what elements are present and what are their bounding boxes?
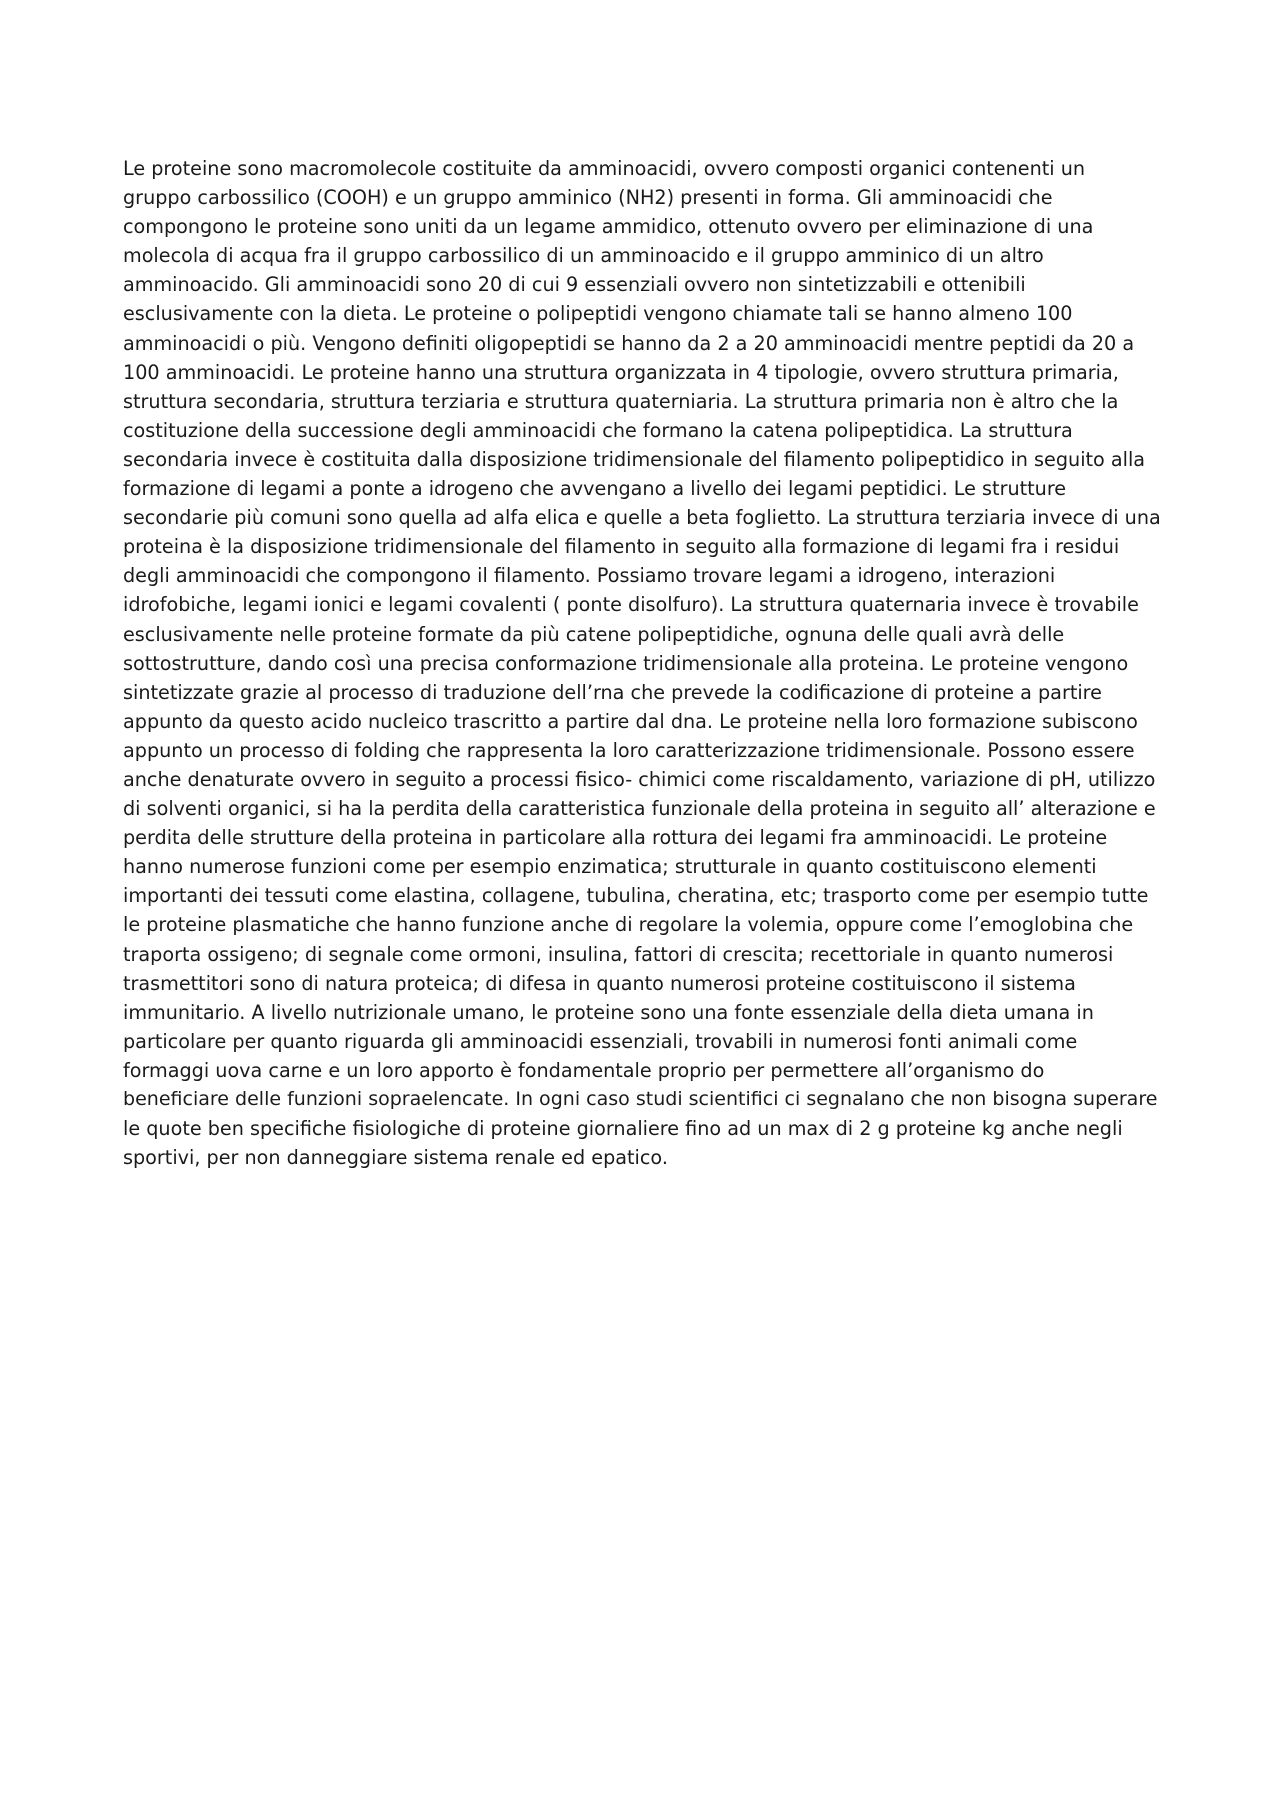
text-line: sintetizzate grazie al processo di traduzione dell’rna che prevede la codificazione di proteine a partire: [123, 680, 1102, 704]
text-line: trasmettitori sono di natura proteica; di difesa in quanto numerosi proteine costituiscono il sistema: [123, 971, 1076, 995]
text-line: traporta ossigeno; di segnale come ormoni, insulina, fattori di crescita; recettoriale in quanto numerosi: [123, 942, 1114, 966]
text-line: secondarie più comuni sono quella ad alfa elica e quelle a beta foglietto. La struttura terziaria invece di una: [123, 506, 1161, 530]
body-paragraph: [123, 154, 1163, 1172]
text-line: proteina è la disposizione tridimensionale del filamento in seguito alla formazione di legami fra i residui: [123, 535, 1120, 559]
text-line: formaggi uova carne e un loro apporto è fondamentale proprio per permettere all’organismo do: [123, 1058, 1045, 1082]
text-line: amminoacidi o più. Vengono definiti oligopeptidi se hanno da 2 a 20 amminoacidi mentre peptidi da 20 a: [123, 331, 1135, 355]
text-line: costituzione della successione degli amminoacidi che formano la catena polipeptidica. La struttura: [123, 418, 1073, 442]
text-line: secondaria invece è costituita dalla disposizione tridimensionale del filamento polipeptidico in seguito alla: [123, 447, 1146, 471]
text-line: struttura secondaria, struttura terziaria e struttura quaterniaria. La struttura primaria non è altro che la: [123, 389, 1119, 413]
text-line: di solventi organici, si ha la perdita della caratteristica funzionale della proteina in seguito all’ alterazione e: [123, 797, 1156, 821]
text-line: beneficiare delle funzioni sopraelencate. In ogni caso studi scientifici ci segnalano che non bisogna superare: [123, 1088, 1158, 1110]
text-line: 100 amminoacidi. Le proteine hanno una struttura organizzata in 4 tipologie, ovvero struttura primaria,: [123, 360, 1119, 384]
text-line: esclusivamente nelle proteine formate da più catene polipeptidiche, ognuna delle quali avrà delle: [123, 622, 1065, 646]
text-line: sportivi, per non danneggiare sistema renale ed epatico.: [123, 1146, 668, 1170]
text-line: importanti dei tessuti come elastina, collagene, tubulina, cheratina, etc; trasporto come per esempio tutte: [123, 884, 1149, 908]
text-line: esclusivamente con la dieta. Le proteine o polipeptidi vengono chiamate tali se hanno almeno 100: [123, 302, 1073, 326]
text-line: appunto da questo acido nucleico trascritto a partire dal dna. Le proteine nella loro formazione subiscono: [123, 709, 1138, 733]
text-line: hanno numerose funzioni come per esempio enzimatica; strutturale in quanto costituiscono elementi: [123, 855, 1097, 879]
text-line: gruppo carbossilico (COOH) e un gruppo amminico (NH2) presenti in forma. Gli amminoacidi che: [123, 186, 1053, 210]
text-line: immunitario. A livello nutrizionale umano, le proteine sono una fonte essenziale della dieta umana in: [123, 1000, 1094, 1024]
text-line: perdita delle strutture della proteina in particolare alla rottura dei legami fra amminoacidi. Le proteine: [123, 826, 1108, 850]
text-line: compongono le proteine sono uniti da un legame ammidico, ottenuto ovvero per eliminazione di una: [123, 215, 1094, 239]
text-line: sottostrutture, dando così una precisa conformazione tridimensionale alla proteina. Le proteine vengono: [123, 651, 1129, 675]
text-line: idrofobiche, legami ionici e legami covalenti ( ponte disolfuro). La struttura quaternaria invece è trovabile: [123, 593, 1139, 617]
text-line: degli amminoacidi che compongono il filamento. Possiamo trovare legami a idrogeno, interazioni: [123, 564, 1056, 588]
text-line: appunto un processo di folding che rappresenta la loro caratterizzazione tridimensionale. Possono essere: [123, 738, 1135, 762]
text-line: le proteine plasmatiche che hanno funzione anche di regolare la volemia, oppure come l’emoglobina che: [123, 913, 1134, 937]
text-line: particolare per quanto riguarda gli amminoacidi essenziali, trovabili in numerosi fonti animali come: [123, 1029, 1078, 1053]
text-line: molecola di acqua fra il gruppo carbossilico di un amminoacido e il gruppo amminico di un altro: [123, 244, 1044, 268]
text-line: le quote ben specifiche fisiologiche di proteine giornaliere fino ad un max di 2 g proteine kg anche negli: [123, 1117, 1123, 1141]
text-line: anche denaturate ovvero in seguito a processi fisico- chimici come riscaldamento, variazione di pH, utilizzo: [123, 767, 1156, 791]
text-line: formazione di legami a ponte a idrogeno che avvengano a livello dei legami peptidici. Le strutture: [123, 477, 1067, 501]
text-line: amminoacido. Gli amminoacidi sono 20 di cui 9 essenziali ovvero non sintetizzabili e ottenibili: [123, 273, 1026, 297]
text-line: Le proteine sono macromolecole costituite da amminoacidi, ovvero composti organici contenenti un: [123, 157, 1086, 180]
